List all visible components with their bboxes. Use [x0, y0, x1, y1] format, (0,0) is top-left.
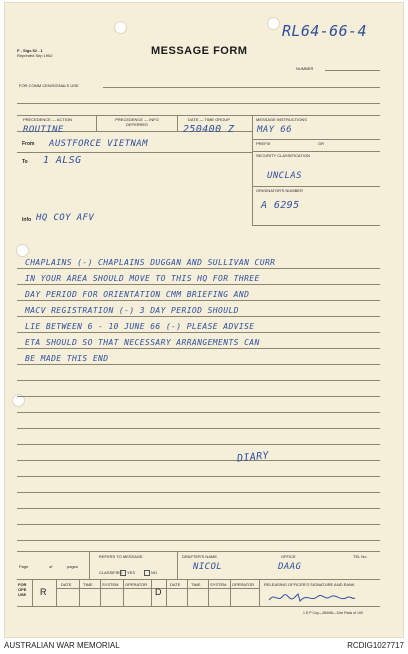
- date-time-label: DATE — TIME GROUP: [188, 117, 230, 122]
- security-value: UNCLAS: [267, 171, 302, 181]
- form-code: F - Sigs 52 - 1: [17, 48, 43, 53]
- info-label: Info: [22, 217, 32, 223]
- drafter-value: NICOL: [193, 562, 223, 572]
- col-date: DATE: [61, 582, 72, 587]
- no-label: NO: [151, 570, 157, 575]
- col-system: SYSTEM: [102, 582, 119, 587]
- printer-line: 1 S P Coy—284/66—10m Pads of 100: [303, 611, 363, 615]
- signature: [267, 589, 357, 605]
- to-label: To: [22, 159, 28, 165]
- pages-label: pages: [67, 564, 78, 569]
- d-label: D: [155, 587, 162, 597]
- security-label: SECURITY CLASSIFICATION: [256, 153, 310, 158]
- message-line: CHAPLAINS (-) CHAPLAINS DUGGAN AND SULLIVAN CURR: [25, 258, 276, 267]
- prefix-label: PREFIX: [256, 141, 271, 146]
- form-title: MESSAGE FORM: [151, 45, 248, 57]
- instructions-value: MAY 66: [257, 125, 292, 135]
- footer-left: AUSTRALIAN WAR MEMORIAL: [4, 641, 120, 650]
- message-line: DAY PERIOD FOR ORIENTATION CMM BRIEFING AND: [25, 290, 250, 299]
- punch-hole: [114, 21, 127, 34]
- message-line: ETA SHOULD SO THAT NECESSARY ARRANGEMENTS CAN: [25, 338, 260, 347]
- message-line: MACV REGISTRATION (-) 3 DAY PERIOD SHOULD: [25, 306, 239, 315]
- originator-value: A 6295: [261, 200, 300, 211]
- precedence-value: ROUTINE: [23, 125, 64, 135]
- precedence-action-label: PRECEDENCE — ACTION: [23, 117, 72, 122]
- office-label: OFFICE: [281, 554, 296, 559]
- gr-label: GR: [318, 141, 324, 146]
- r-label: R: [40, 587, 47, 597]
- ope-use-label: FOR OPE USE: [18, 582, 27, 597]
- releasing-label: RELEASING OFFICER'S SIGNATURE AND RANK: [264, 582, 355, 587]
- message-instructions-label: MESSAGE INSTRUCTIONS: [256, 117, 307, 122]
- classified-yes-checkbox[interactable]: [120, 570, 126, 576]
- reprinted-note: Reprinted Sep 1962: [17, 53, 53, 58]
- of-label: of: [49, 564, 53, 569]
- reference-number: RL64-66-4: [282, 22, 367, 40]
- col-operator: OPERATOR: [125, 582, 148, 587]
- classified-label: CLASSIFIED: [99, 570, 123, 575]
- archive-footer: [0, 639, 408, 654]
- diary-note: DIARY: [236, 450, 270, 465]
- punch-hole: [16, 244, 29, 257]
- message-line: LIE BETWEEN 6 - 10 JUNE 66 (-) PLEASE ADVISE: [25, 322, 255, 331]
- message-form-sheet: [4, 2, 404, 638]
- precedence-info-label: PRECEDENCE — INFO DEFERRED: [115, 117, 159, 127]
- comm-cen-label: FOR COMM CEN/SIGNALS USE: [19, 83, 79, 88]
- yes-label: YES: [127, 570, 136, 575]
- message-line: IN YOUR AREA SHOULD MOVE TO THIS HQ FOR THREE: [25, 274, 260, 283]
- footer-right: RCDIG1027717: [347, 641, 404, 650]
- page-label: Page: [19, 564, 29, 569]
- drafter-label: DRAFTER'S NAME: [182, 554, 217, 559]
- info-value: HQ COY AFV: [36, 213, 95, 223]
- col-system-2: SYSTEM: [210, 582, 227, 587]
- number-label: NUMBER: [296, 66, 314, 71]
- message-line: BE MADE THIS END: [25, 354, 109, 363]
- col-date-2: DATE: [170, 582, 181, 587]
- office-value: DAAG: [278, 562, 302, 572]
- col-time-2: TIME: [191, 582, 201, 587]
- punch-hole: [267, 17, 280, 30]
- col-operator-2: OPERATOR: [232, 582, 255, 587]
- classified-no-checkbox[interactable]: [144, 570, 150, 576]
- col-time: TIME: [83, 582, 93, 587]
- refers-label: REFERS TO MESSAGE: [99, 554, 143, 559]
- tel-label: TEL No: [353, 554, 367, 559]
- date-time-value: 250400 Z: [183, 124, 235, 135]
- from-value: AUSTFORCE VIETNAM: [49, 139, 148, 149]
- to-value: 1 ALSG: [43, 155, 82, 166]
- originator-label: ORIGINATOR'S NUMBER: [256, 188, 303, 193]
- from-label: From: [22, 141, 35, 147]
